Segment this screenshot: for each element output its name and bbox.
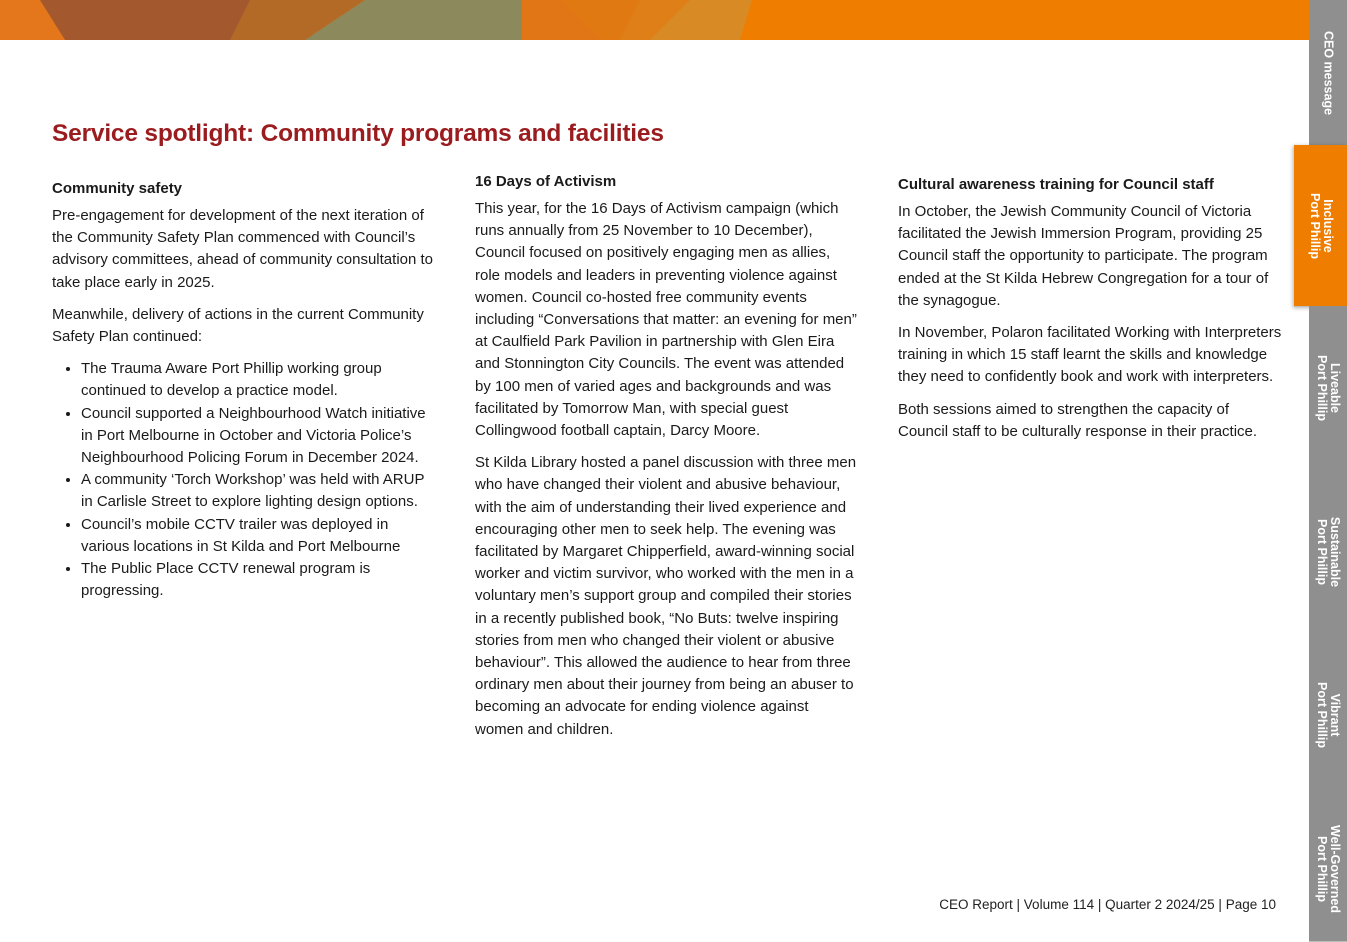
- activism-column: [475, 171, 857, 751]
- tab-ceo-message[interactable]: [1309, 0, 1347, 146]
- cultural-awareness-heading: Cultural awareness training for Council staff: [898, 176, 1214, 193]
- paragraph: Pre-engagement for development of the next iteration of the Community Safety Plan commenced with Council’s advisory committees, ahead of community consultation to take place early in 2025.: [52, 207, 434, 291]
- list-item: • The Public Place CCTV renewal program is progressing.: [81, 558, 437, 602]
- tab-inclusive-port-phillip[interactable]: [1294, 145, 1347, 307]
- section-tabs: [1309, 0, 1347, 941]
- tab-label: Inclusive Port Phillip: [1307, 192, 1335, 259]
- tab-label: Liveable Port Phillip: [1315, 355, 1342, 421]
- paragraph: Meanwhile, delivery of actions in the current Community Safety Plan continued:: [52, 305, 424, 346]
- tab-sustainable-port-phillip[interactable]: [1309, 470, 1347, 634]
- community-safety-heading: Community safety: [52, 180, 183, 197]
- tab-label: CEO message: [1321, 30, 1336, 115]
- paragraph: This year, for the 16 Days of Activism campaign (which runs annually from 25 November to 10 December), Council focused on positively engaging men as allies, role models and leaders in preventing violence against women. Council co-hosted free community events including “Conversations that matter: an evening for men” at Caulfield Park Pavilion in partnership with Glen Eira and Stonnington City Councils. The event was attended by 100 men of varied ages and backgrounds and was facilitated by Tomorrow Man, with special guest Collingwood football captain, Darcy Moore.: [475, 200, 857, 440]
- cultural-awareness-column: [898, 174, 1282, 453]
- tab-well-governed-port-phillip[interactable]: [1309, 796, 1347, 942]
- tab-liveable-port-phillip[interactable]: [1309, 306, 1347, 471]
- banner-pattern: [0, 0, 1311, 40]
- page-title: Service spotlight: Community programs and facilities: [52, 120, 664, 147]
- community-safety-column: [52, 178, 437, 602]
- paragraph: In October, the Jewish Community Council of Victoria facilitated the Jewish Immersion Program, providing 25 Council staff the opportunity to participate. The program ended at the St Kilda Hebrew Congregation for a tour of the synagogue.: [898, 203, 1269, 309]
- paragraph: St Kilda Library hosted a panel discussion with three men who have changed their violent and abusive behaviour, with the aim of understanding their lived experience and encouraging other men to seek help. The evening was facilitated by Margaret Chipperfield, award-winning social worker and victim survivor, who worked with the men in a voluntary men’s support group and compiled their stories in a recently published book, “No Buts: twelve inspiring stories from men who changed their violent or abusive behaviour”. This allowed the audience to hear from three ordinary men about their journey from being an abuser to becoming an advocate for ending violence against women and children.: [475, 454, 857, 738]
- page-footer: CEO Report | Volume 114 | Quarter 2 2024/25 | Page 10: [939, 897, 1276, 912]
- activism-heading: 16 Days of Activism: [475, 173, 617, 190]
- header-banner: [0, 0, 1311, 40]
- list-item: • The Trauma Aware Port Phillip working group continued to develop a practice model.: [81, 358, 437, 402]
- list-item: • Council’s mobile CCTV trailer was deployed in various locations in St Kilda and Port Melbourne: [81, 514, 437, 558]
- list-item: • Council supported a Neighbourhood Watch initiative in Port Melbourne in October and Victoria Police’s Neighbourhood Policing Forum in December 2024.: [81, 403, 437, 470]
- tab-label: Well-Governed Port Phillip: [1315, 824, 1342, 913]
- tab-vibrant-port-phillip[interactable]: [1309, 633, 1347, 797]
- paragraph: Both sessions aimed to strengthen the capacity of Council staff to be culturally response in their practice.: [898, 400, 1258, 440]
- tab-label: Vibrant Port Phillip: [1315, 681, 1342, 748]
- tab-label: Sustainable Port Phillip: [1315, 516, 1342, 587]
- list-item: • A community ‘Torch Workshop’ was held with ARUP in Carlisle Street to explore lighting design options.: [81, 469, 437, 513]
- paragraph: In November, Polaron facilitated Working with Interpreters training in which 15 staff learnt the skills and knowledge they need to confidently book and work with interpreters.: [898, 324, 1282, 386]
- actions-list: [52, 358, 437, 602]
